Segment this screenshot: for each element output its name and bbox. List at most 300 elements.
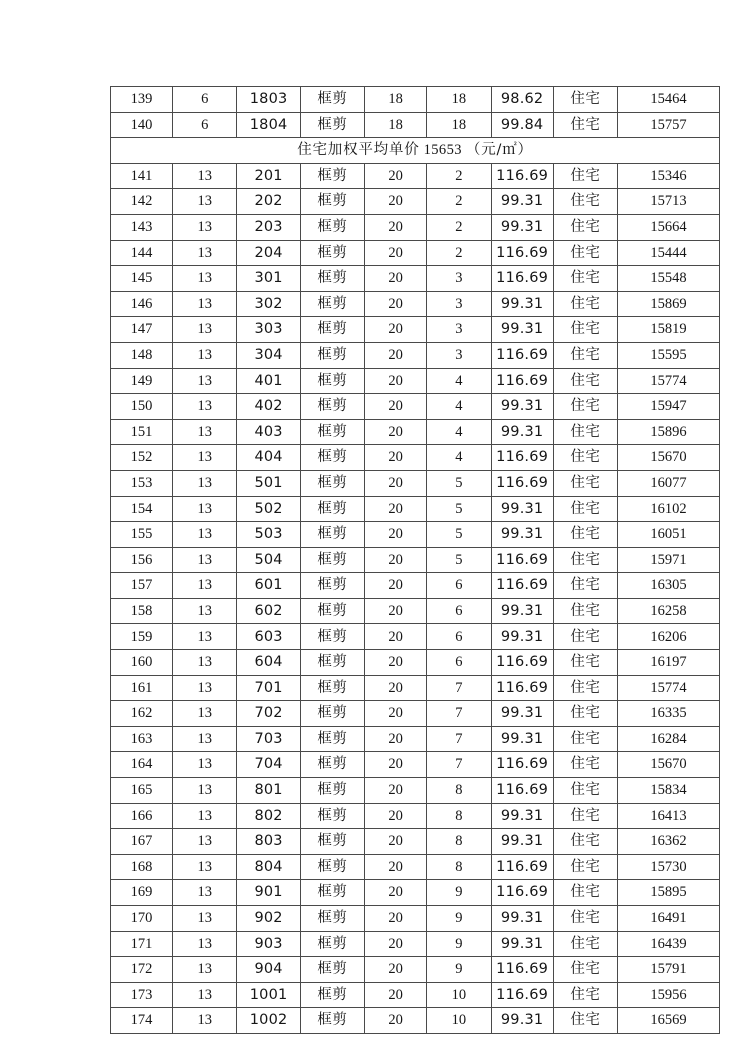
table-row [111, 342, 720, 368]
cell-total-floors: 20 [365, 931, 427, 957]
cell-unit-price: 15444 [618, 240, 720, 266]
cell-total-floors: 20 [365, 189, 427, 215]
cell-usage: 住宅 [553, 266, 617, 292]
cell-structure: 框剪 [300, 675, 364, 701]
cell-total-floors: 20 [365, 701, 427, 727]
cell-floor: 6 [427, 650, 491, 676]
cell-structure: 框剪 [300, 803, 364, 829]
cell-area: 116.69 [491, 854, 553, 880]
cell-building: 13 [173, 701, 237, 727]
cell-sequence: 141 [111, 163, 173, 189]
cell-structure: 框剪 [300, 1008, 364, 1034]
summary-row [111, 138, 720, 164]
cell-room: 902 [237, 906, 300, 932]
cell-area: 99.31 [491, 214, 553, 240]
cell-building: 13 [173, 291, 237, 317]
cell-sequence: 161 [111, 675, 173, 701]
cell-usage: 住宅 [553, 573, 617, 599]
cell-sequence: 146 [111, 291, 173, 317]
cell-floor: 8 [427, 803, 491, 829]
cell-usage: 住宅 [553, 854, 617, 880]
table-row [111, 419, 720, 445]
cell-usage: 住宅 [553, 368, 617, 394]
cell-sequence: 140 [111, 112, 173, 138]
cell-room: 202 [237, 189, 300, 215]
cell-unit-price: 15774 [618, 368, 720, 394]
cell-building: 13 [173, 752, 237, 778]
cell-building: 13 [173, 778, 237, 804]
cell-area: 99.31 [491, 419, 553, 445]
cell-structure: 框剪 [300, 317, 364, 343]
cell-sequence: 152 [111, 445, 173, 471]
cell-building: 13 [173, 419, 237, 445]
cell-usage: 住宅 [553, 906, 617, 932]
cell-sequence: 158 [111, 598, 173, 624]
cell-area: 116.69 [491, 445, 553, 471]
cell-floor: 7 [427, 675, 491, 701]
cell-room: 1803 [237, 87, 300, 113]
cell-total-floors: 20 [365, 650, 427, 676]
cell-unit-price: 16051 [618, 522, 720, 548]
cell-total-floors: 20 [365, 214, 427, 240]
cell-unit-price: 15464 [618, 87, 720, 113]
cell-room: 701 [237, 675, 300, 701]
table-row [111, 778, 720, 804]
cell-unit-price: 16102 [618, 496, 720, 522]
cell-building: 13 [173, 317, 237, 343]
cell-total-floors: 20 [365, 317, 427, 343]
cell-area: 99.31 [491, 701, 553, 727]
cell-area: 99.31 [491, 522, 553, 548]
summary-unit: （元/㎡） [465, 142, 533, 159]
cell-structure: 框剪 [300, 573, 364, 599]
cell-sequence: 164 [111, 752, 173, 778]
cell-building: 13 [173, 931, 237, 957]
cell-room: 904 [237, 957, 300, 983]
cell-building: 13 [173, 573, 237, 599]
cell-usage: 住宅 [553, 880, 617, 906]
cell-total-floors: 20 [365, 163, 427, 189]
cell-structure: 框剪 [300, 829, 364, 855]
cell-usage: 住宅 [553, 778, 617, 804]
cell-unit-price: 15757 [618, 112, 720, 138]
cell-usage: 住宅 [553, 112, 617, 138]
cell-structure: 框剪 [300, 163, 364, 189]
cell-room: 1001 [237, 982, 300, 1008]
cell-structure: 框剪 [300, 522, 364, 548]
table-row [111, 1008, 720, 1034]
cell-total-floors: 20 [365, 906, 427, 932]
cell-usage: 住宅 [553, 163, 617, 189]
cell-area: 116.69 [491, 650, 553, 676]
cell-total-floors: 20 [365, 675, 427, 701]
cell-building: 13 [173, 957, 237, 983]
cell-sequence: 166 [111, 803, 173, 829]
cell-total-floors: 20 [365, 394, 427, 420]
cell-sequence: 159 [111, 624, 173, 650]
cell-room: 304 [237, 342, 300, 368]
cell-unit-price: 15713 [618, 189, 720, 215]
cell-total-floors: 20 [365, 522, 427, 548]
cell-structure: 框剪 [300, 368, 364, 394]
cell-unit-price: 16206 [618, 624, 720, 650]
cell-floor: 18 [427, 87, 491, 113]
cell-unit-price: 15834 [618, 778, 720, 804]
cell-building: 13 [173, 394, 237, 420]
cell-area: 116.69 [491, 163, 553, 189]
table-row [111, 214, 720, 240]
cell-floor: 3 [427, 342, 491, 368]
cell-building: 13 [173, 163, 237, 189]
cell-sequence: 139 [111, 87, 173, 113]
cell-building: 13 [173, 522, 237, 548]
table-row [111, 752, 720, 778]
cell-floor: 4 [427, 419, 491, 445]
table-row [111, 368, 720, 394]
cell-area: 116.69 [491, 342, 553, 368]
cell-floor: 5 [427, 522, 491, 548]
table-row [111, 650, 720, 676]
table-row [111, 87, 720, 113]
table-row [111, 726, 720, 752]
cell-structure: 框剪 [300, 547, 364, 573]
cell-floor: 5 [427, 547, 491, 573]
cell-usage: 住宅 [553, 522, 617, 548]
cell-usage: 住宅 [553, 701, 617, 727]
cell-room: 801 [237, 778, 300, 804]
cell-structure: 框剪 [300, 266, 364, 292]
cell-room: 403 [237, 419, 300, 445]
cell-floor: 9 [427, 931, 491, 957]
table-row [111, 394, 720, 420]
cell-unit-price: 15730 [618, 854, 720, 880]
cell-structure: 框剪 [300, 957, 364, 983]
cell-total-floors: 18 [365, 112, 427, 138]
property-price-table [110, 86, 720, 1034]
cell-area: 99.31 [491, 726, 553, 752]
cell-area: 99.31 [491, 906, 553, 932]
cell-usage: 住宅 [553, 931, 617, 957]
cell-building: 13 [173, 829, 237, 855]
cell-unit-price: 15819 [618, 317, 720, 343]
cell-sequence: 173 [111, 982, 173, 1008]
cell-structure: 框剪 [300, 752, 364, 778]
cell-unit-price: 16439 [618, 931, 720, 957]
table-row [111, 317, 720, 343]
cell-total-floors: 20 [365, 624, 427, 650]
cell-area: 99.31 [491, 496, 553, 522]
cell-building: 13 [173, 880, 237, 906]
cell-sequence: 153 [111, 470, 173, 496]
table-row [111, 906, 720, 932]
table-row [111, 496, 720, 522]
cell-usage: 住宅 [553, 470, 617, 496]
cell-room: 502 [237, 496, 300, 522]
table-row [111, 573, 720, 599]
cell-unit-price: 16197 [618, 650, 720, 676]
cell-building: 13 [173, 240, 237, 266]
cell-room: 604 [237, 650, 300, 676]
cell-structure: 框剪 [300, 112, 364, 138]
cell-sequence: 163 [111, 726, 173, 752]
table-row [111, 957, 720, 983]
cell-unit-price: 15670 [618, 445, 720, 471]
cell-room: 702 [237, 701, 300, 727]
cell-unit-price: 15971 [618, 547, 720, 573]
cell-area: 116.69 [491, 675, 553, 701]
cell-room: 302 [237, 291, 300, 317]
cell-sequence: 154 [111, 496, 173, 522]
cell-floor: 4 [427, 368, 491, 394]
cell-building: 13 [173, 368, 237, 394]
cell-total-floors: 20 [365, 342, 427, 368]
cell-total-floors: 20 [365, 957, 427, 983]
cell-sequence: 165 [111, 778, 173, 804]
table-row [111, 675, 720, 701]
cell-total-floors: 20 [365, 598, 427, 624]
cell-structure: 框剪 [300, 778, 364, 804]
cell-unit-price: 15869 [618, 291, 720, 317]
cell-total-floors: 18 [365, 87, 427, 113]
cell-structure: 框剪 [300, 701, 364, 727]
cell-floor: 7 [427, 752, 491, 778]
cell-sequence: 168 [111, 854, 173, 880]
cell-floor: 5 [427, 470, 491, 496]
cell-total-floors: 20 [365, 803, 427, 829]
cell-structure: 框剪 [300, 214, 364, 240]
cell-structure: 框剪 [300, 496, 364, 522]
cell-usage: 住宅 [553, 189, 617, 215]
cell-usage: 住宅 [553, 650, 617, 676]
cell-structure: 框剪 [300, 189, 364, 215]
cell-total-floors: 20 [365, 547, 427, 573]
cell-unit-price: 15670 [618, 752, 720, 778]
cell-total-floors: 20 [365, 291, 427, 317]
cell-usage: 住宅 [553, 624, 617, 650]
cell-usage: 住宅 [553, 982, 617, 1008]
table-row [111, 624, 720, 650]
cell-room: 803 [237, 829, 300, 855]
cell-unit-price: 15548 [618, 266, 720, 292]
cell-sequence: 156 [111, 547, 173, 573]
weighted-average-price-text [111, 138, 720, 164]
cell-area: 116.69 [491, 240, 553, 266]
cell-room: 1002 [237, 1008, 300, 1034]
cell-unit-price: 16258 [618, 598, 720, 624]
cell-unit-price: 15664 [618, 214, 720, 240]
cell-building: 13 [173, 598, 237, 624]
cell-sequence: 157 [111, 573, 173, 599]
cell-room: 401 [237, 368, 300, 394]
cell-usage: 住宅 [553, 87, 617, 113]
cell-unit-price: 15346 [618, 163, 720, 189]
cell-total-floors: 20 [365, 573, 427, 599]
cell-building: 13 [173, 624, 237, 650]
cell-unit-price: 16413 [618, 803, 720, 829]
cell-building: 13 [173, 906, 237, 932]
cell-area: 99.31 [491, 624, 553, 650]
cell-total-floors: 20 [365, 982, 427, 1008]
cell-usage: 住宅 [553, 214, 617, 240]
cell-total-floors: 20 [365, 368, 427, 394]
cell-sequence: 142 [111, 189, 173, 215]
cell-floor: 9 [427, 957, 491, 983]
cell-total-floors: 20 [365, 778, 427, 804]
cell-sequence: 172 [111, 957, 173, 983]
cell-unit-price: 15956 [618, 982, 720, 1008]
summary-label: 住宅加权平均单价 [297, 142, 420, 159]
cell-floor: 6 [427, 598, 491, 624]
cell-unit-price: 15774 [618, 675, 720, 701]
cell-floor: 8 [427, 854, 491, 880]
cell-floor: 2 [427, 214, 491, 240]
cell-building: 13 [173, 445, 237, 471]
cell-area: 99.31 [491, 1008, 553, 1034]
cell-usage: 住宅 [553, 342, 617, 368]
cell-area: 99.31 [491, 598, 553, 624]
cell-unit-price: 16284 [618, 726, 720, 752]
cell-unit-price: 16491 [618, 906, 720, 932]
cell-floor: 2 [427, 240, 491, 266]
cell-usage: 住宅 [553, 394, 617, 420]
cell-total-floors: 20 [365, 496, 427, 522]
cell-sequence: 145 [111, 266, 173, 292]
cell-usage: 住宅 [553, 752, 617, 778]
cell-unit-price: 15896 [618, 419, 720, 445]
cell-floor: 6 [427, 573, 491, 599]
cell-room: 704 [237, 752, 300, 778]
cell-building: 13 [173, 803, 237, 829]
cell-structure: 框剪 [300, 445, 364, 471]
cell-floor: 4 [427, 394, 491, 420]
cell-floor: 9 [427, 880, 491, 906]
cell-area: 116.69 [491, 752, 553, 778]
cell-structure: 框剪 [300, 624, 364, 650]
cell-floor: 8 [427, 829, 491, 855]
summary-value: 15653 [419, 142, 466, 159]
cell-structure: 框剪 [300, 419, 364, 445]
table-row [111, 547, 720, 573]
cell-unit-price: 15791 [618, 957, 720, 983]
cell-usage: 住宅 [553, 726, 617, 752]
cell-sequence: 150 [111, 394, 173, 420]
cell-area: 99.84 [491, 112, 553, 138]
cell-sequence: 162 [111, 701, 173, 727]
cell-room: 404 [237, 445, 300, 471]
cell-usage: 住宅 [553, 675, 617, 701]
cell-structure: 框剪 [300, 342, 364, 368]
cell-structure: 框剪 [300, 394, 364, 420]
cell-structure: 框剪 [300, 291, 364, 317]
cell-sequence: 170 [111, 906, 173, 932]
cell-floor: 18 [427, 112, 491, 138]
table-row [111, 982, 720, 1008]
cell-structure: 框剪 [300, 854, 364, 880]
cell-area: 99.31 [491, 317, 553, 343]
cell-room: 804 [237, 854, 300, 880]
cell-floor: 7 [427, 726, 491, 752]
cell-floor: 10 [427, 982, 491, 1008]
cell-room: 203 [237, 214, 300, 240]
cell-sequence: 171 [111, 931, 173, 957]
cell-total-floors: 20 [365, 829, 427, 855]
cell-building: 13 [173, 189, 237, 215]
cell-sequence: 167 [111, 829, 173, 855]
cell-total-floors: 20 [365, 266, 427, 292]
cell-structure: 框剪 [300, 931, 364, 957]
cell-room: 903 [237, 931, 300, 957]
cell-area: 116.69 [491, 982, 553, 1008]
cell-area: 99.31 [491, 829, 553, 855]
cell-usage: 住宅 [553, 547, 617, 573]
table-body [111, 87, 720, 1034]
cell-area: 116.69 [491, 470, 553, 496]
cell-room: 503 [237, 522, 300, 548]
cell-structure: 框剪 [300, 880, 364, 906]
cell-floor: 7 [427, 701, 491, 727]
cell-unit-price: 16305 [618, 573, 720, 599]
cell-room: 402 [237, 394, 300, 420]
cell-building: 13 [173, 266, 237, 292]
cell-usage: 住宅 [553, 829, 617, 855]
table-row [111, 470, 720, 496]
cell-room: 1804 [237, 112, 300, 138]
cell-room: 204 [237, 240, 300, 266]
cell-floor: 6 [427, 624, 491, 650]
cell-room: 301 [237, 266, 300, 292]
cell-unit-price: 16362 [618, 829, 720, 855]
cell-building: 13 [173, 547, 237, 573]
cell-room: 802 [237, 803, 300, 829]
cell-area: 99.31 [491, 189, 553, 215]
table-row [111, 931, 720, 957]
table-row [111, 112, 720, 138]
cell-room: 601 [237, 573, 300, 599]
cell-structure: 框剪 [300, 598, 364, 624]
cell-sequence: 149 [111, 368, 173, 394]
table-row [111, 829, 720, 855]
table-row [111, 266, 720, 292]
table-row [111, 291, 720, 317]
cell-sequence: 160 [111, 650, 173, 676]
cell-floor: 8 [427, 778, 491, 804]
cell-total-floors: 20 [365, 752, 427, 778]
cell-floor: 9 [427, 906, 491, 932]
table-row [111, 240, 720, 266]
cell-sequence: 174 [111, 1008, 173, 1034]
cell-usage: 住宅 [553, 419, 617, 445]
cell-total-floors: 20 [365, 419, 427, 445]
cell-unit-price: 15595 [618, 342, 720, 368]
cell-floor: 3 [427, 266, 491, 292]
table-row [111, 445, 720, 471]
cell-room: 201 [237, 163, 300, 189]
cell-building: 13 [173, 650, 237, 676]
cell-room: 901 [237, 880, 300, 906]
cell-sequence: 155 [111, 522, 173, 548]
cell-unit-price: 16077 [618, 470, 720, 496]
cell-structure: 框剪 [300, 87, 364, 113]
cell-area: 116.69 [491, 957, 553, 983]
cell-unit-price: 16335 [618, 701, 720, 727]
cell-usage: 住宅 [553, 598, 617, 624]
cell-building: 13 [173, 342, 237, 368]
cell-floor: 2 [427, 163, 491, 189]
cell-floor: 5 [427, 496, 491, 522]
cell-building: 13 [173, 982, 237, 1008]
cell-total-floors: 20 [365, 880, 427, 906]
cell-usage: 住宅 [553, 496, 617, 522]
